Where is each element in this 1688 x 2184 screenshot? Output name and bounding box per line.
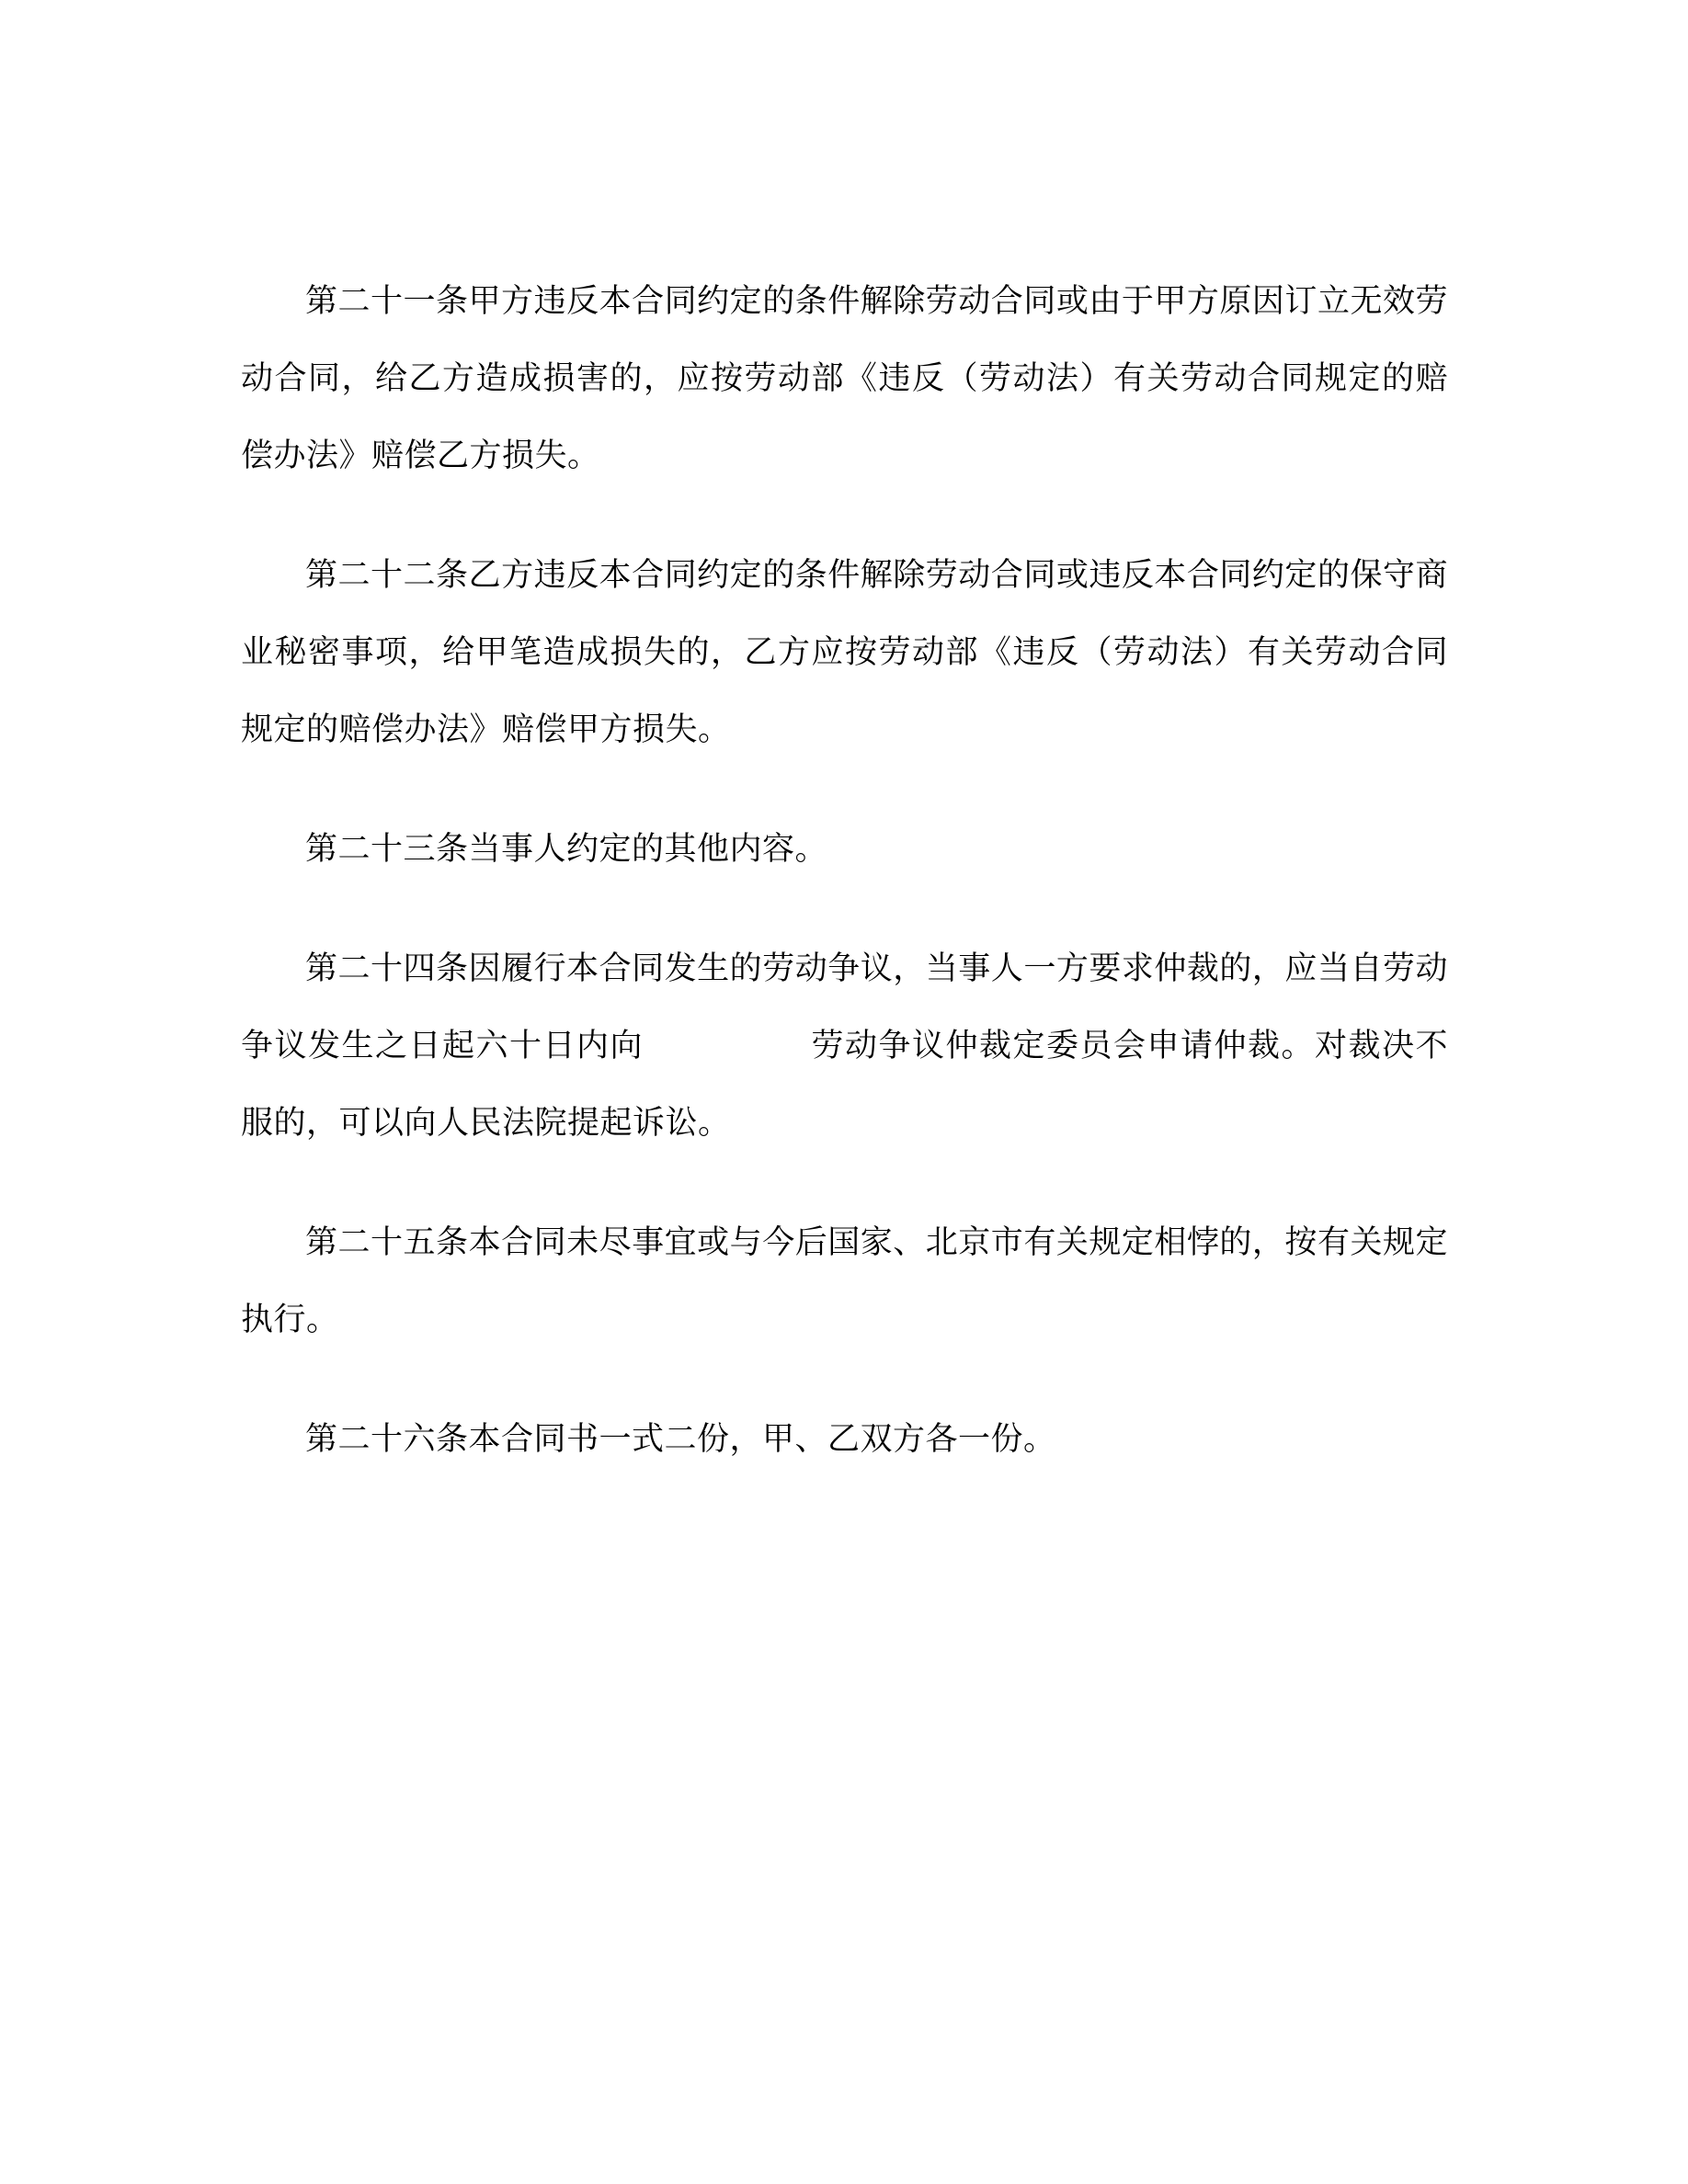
paragraph-article-21: 第二十一条甲方违反本合同约定的条件解除劳动合同或由于甲方原因订立无效劳动合同，给乙方造成损害的，应按劳动部《违反（劳动法）有关劳动合同规定的赔偿办法》赔偿乙方损失。: [241, 283, 1448, 474]
paragraph-article-22: 第二十二条乙方违反本合同约定的条件解除劳动合同或违反本合同约定的保守商业秘密事项，给甲笔造成损失的，乙方应按劳动部《违反（劳动法）有关劳动合同规定的赔偿办法》赔偿甲方损失。: [241, 557, 1448, 748]
document-body: [241, 263, 1448, 1478]
paragraph-article-23: 第二十三条当事人约定的其他内容。: [305, 831, 828, 868]
paragraph-article-26: 第二十六条本合同书一式二份，甲、乙双方各一份。: [305, 1421, 1056, 1458]
paragraph-article-25: 第二十五条本合同未尽事宜或与今后国家、北京市有关规定相悖的，按有关规定执行。: [241, 1224, 1448, 1338]
paragraph-article-24: 第二十四条因履行本合同发生的劳动争议，当事人一方要求仲裁的，应当自劳动争议发生之日起六十日内向 劳动争议仲裁定委员会申请仲裁。对裁决不服的，可以向人民法院提起诉讼。: [241, 950, 1448, 1142]
